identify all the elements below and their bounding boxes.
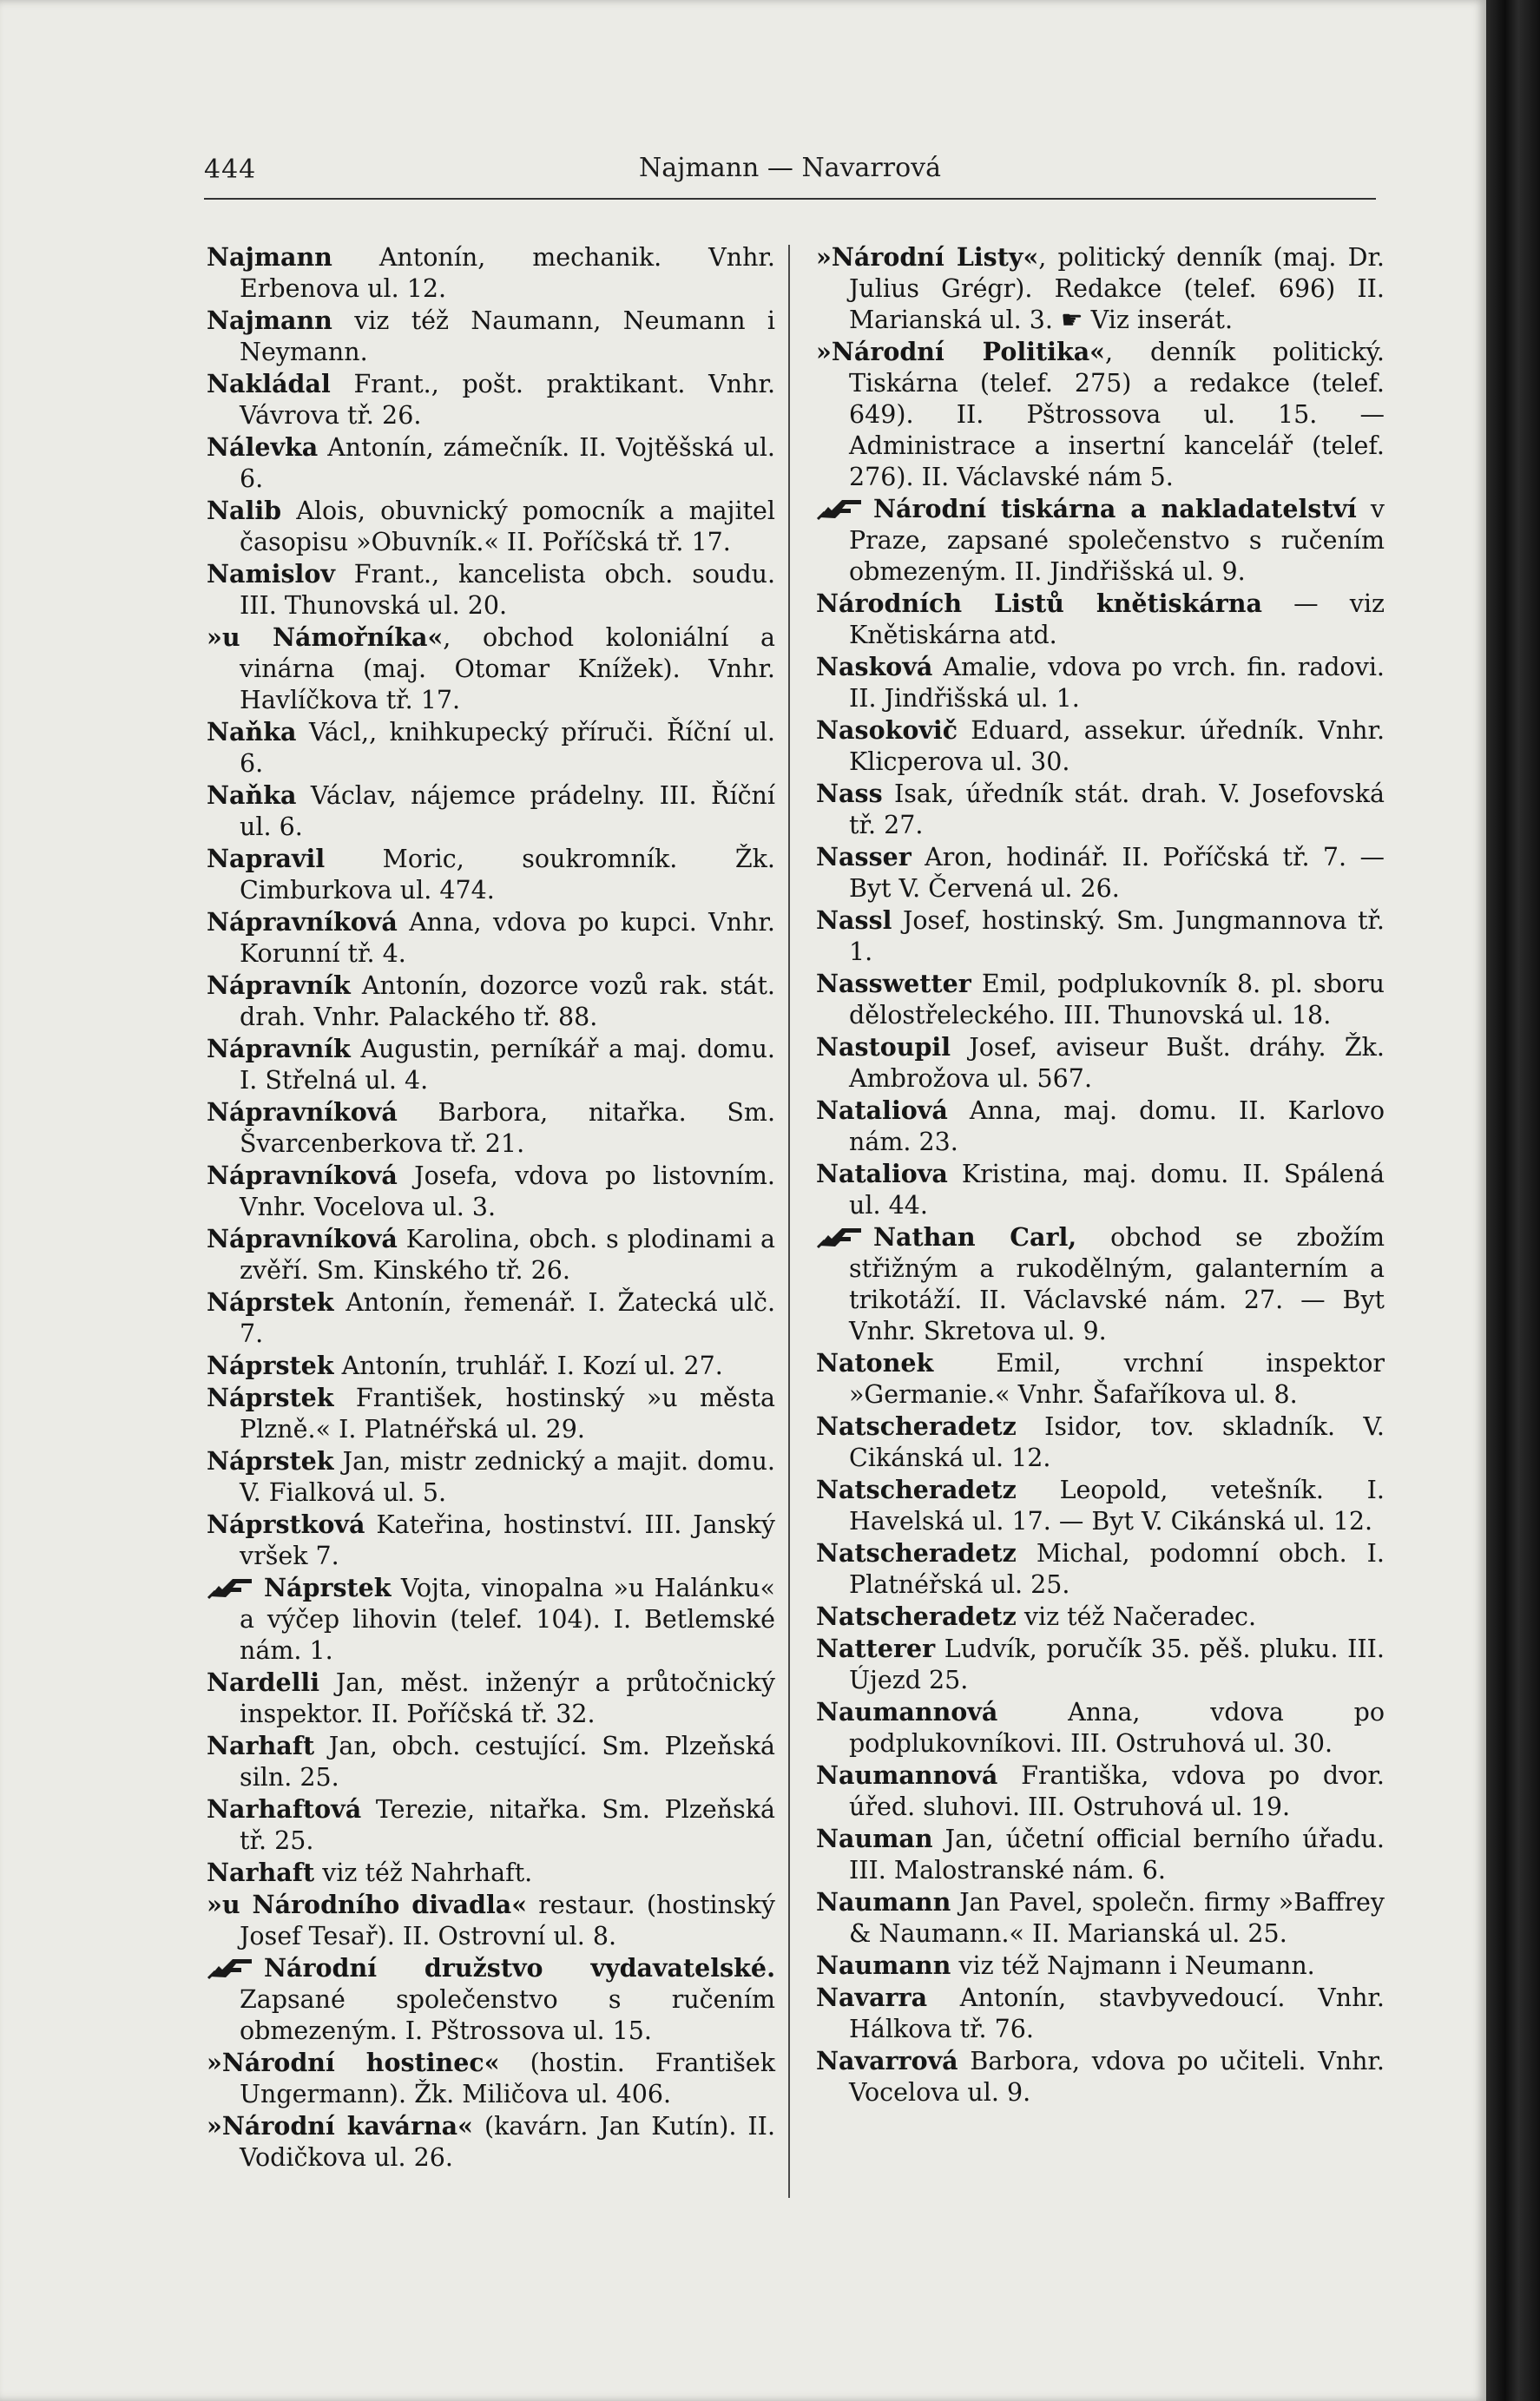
directory-entry (207, 1382, 775, 1445)
entry-details: Michal, podomní obch. I. Platnéřská ul. 25. (849, 1539, 1385, 1599)
directory-entry (207, 1572, 775, 1667)
entry-details: viz též Najmann i Neumann. (951, 1951, 1315, 1980)
entry-name: Nathan Carl, (873, 1222, 1077, 1252)
entry-name: Náprstková (207, 1510, 365, 1539)
entry-name: Nasswetter (816, 969, 971, 998)
directory-entry (207, 305, 775, 368)
entry-name: Nápravník (207, 970, 351, 1000)
directory-entry (816, 1633, 1385, 1696)
entry-name: Nastoupil (816, 1032, 951, 1062)
entry-details: Barbora, nitařka. Sm. Švarcenberkova tř. 21. (240, 1098, 775, 1158)
entry-details: Eduard, assekur. úředník. Vnhr. Klicperova ul. 30. (849, 716, 1385, 776)
entry-name: Natscheradetz (816, 1411, 1017, 1441)
entry-details: Antonín, řemenář. I. Žatecká ulč. 7. (240, 1288, 775, 1348)
entry-details: Antonín, mechanik. Vnhr. Erbenova ul. 12. (240, 243, 775, 303)
directory-entry (207, 906, 775, 970)
book-spine-edge (1486, 0, 1540, 2401)
directory-entry (207, 1730, 775, 1793)
directory-entry (816, 1760, 1385, 1823)
entry-details: Františka, vdova po dvor. úřed. sluhovi. III. Ostruhová ul. 19. (849, 1761, 1385, 1821)
entry-details: — viz Knětiskárna atd. (849, 589, 1385, 649)
directory-entry (816, 714, 1385, 778)
directory-entry (816, 1095, 1385, 1158)
directory-entry (207, 2110, 775, 2174)
entry-name: Natscheradetz (816, 1538, 1017, 1568)
directory-entry (207, 368, 775, 431)
entry-details: obchod se zbožím střižným a rukodělným, galanterním a trikotáží. II. Václavské nám. 27. — Byt Vnhr. Skretova ul. 9. (849, 1223, 1385, 1345)
directory-entry (816, 1886, 1385, 1950)
entry-details: Leopold, vetešník. I. Havelská ul. 17. — Byt V. Cikánská ul. 12. (849, 1476, 1385, 1536)
entry-name: Natscheradetz (816, 1602, 1017, 1631)
entry-name: Nasokovič (816, 715, 958, 745)
directory-entry (207, 622, 775, 716)
entry-name: Náprstek (207, 1287, 334, 1317)
entry-details: viz též Naumann, Neumann i Neymann. (240, 306, 775, 366)
entry-name: Nalib (207, 496, 282, 525)
entry-name: Nasser (816, 842, 911, 872)
directory-entry (816, 1221, 1385, 1347)
directory-entry (207, 716, 775, 780)
entry-name: »Národní kavárna« (207, 2111, 473, 2141)
entry-name: Nass (816, 779, 883, 808)
entry-details: Terezie, nitařka. Sm. Plzeňská tř. 25. (240, 1795, 775, 1855)
directory-entry (816, 241, 1385, 336)
directory-entry (207, 1857, 775, 1889)
entry-name: Národních Listů knětiskárna (816, 589, 1262, 618)
entry-name: Narhaftová (207, 1794, 362, 1824)
directory-entry (207, 1509, 775, 1572)
entry-name: »u Národního divadla« (207, 1890, 528, 1919)
directory-entry (207, 431, 775, 495)
entry-details: Emil, vrchní inspektor »Germanie.« Vnhr. Šafaříkova ul. 8. (849, 1349, 1385, 1409)
entry-name: Naumannová (816, 1697, 998, 1727)
directory-entry (207, 1952, 775, 2047)
entry-name: Namislov (207, 559, 335, 589)
entry-name: Nataliova (816, 1159, 948, 1188)
directory-entry (816, 1537, 1385, 1601)
entry-name: Nápravník (207, 1034, 351, 1063)
directory-entry (816, 778, 1385, 841)
entry-name: Nakládal (207, 369, 331, 398)
directory-entry (207, 1793, 775, 1857)
directory-entry (816, 1031, 1385, 1095)
entry-details: Barbora, vdova po učiteli. Vnhr. Vocelova ul. 9. (849, 2047, 1385, 2107)
right-column (816, 241, 1385, 2108)
entry-details: Ludvík, poručík 35. pěš. pluku. III. Újezd 25. (849, 1635, 1385, 1694)
directory-entry (816, 1158, 1385, 1221)
directory-entry (816, 1411, 1385, 1474)
entry-details: Frant., kancelista obch. soudu. III. Thunovská ul. 20. (240, 560, 775, 620)
directory-entry (816, 1347, 1385, 1411)
entry-details: viz též Načeradec. (1016, 1602, 1257, 1631)
entry-name: Náprstek (264, 1573, 392, 1602)
directory-entry (207, 2047, 775, 2110)
entry-details: Anna, vdova po kupci. Vnhr. Korunní tř. 4. (240, 908, 775, 968)
entry-name: Naumannová (816, 1760, 998, 1790)
entry-name: Nápravníková (207, 1224, 398, 1253)
running-head: Najmann — Navarrová (638, 153, 942, 183)
directory-entry (816, 904, 1385, 968)
directory-entry (207, 1350, 775, 1382)
entry-name: Nassl (816, 905, 892, 935)
entry-name: Najmann (207, 306, 332, 335)
entry-name: »Národní hostinec« (207, 2048, 500, 2077)
entry-name: Náprstek (207, 1383, 334, 1412)
entry-details: Antonín, truhlář. I. Kozí ul. 27. (333, 1352, 723, 1380)
entry-details: (kavárn. Jan Kutín). II. Vodičkova ul. 26. (240, 2112, 775, 2172)
directory-entry (207, 1223, 775, 1286)
entry-details: , denník politický. Tiskárna (telef. 275) a redakce (telef. 649). II. Pštrossova ul. 15. — Administrace a insertní kancelář (telef. 276). II. Václavské nám 5. (849, 338, 1385, 491)
directory-entry (207, 241, 775, 305)
entry-details: (hostin. František Ungermann). Žk. Miličova ul. 406. (240, 2049, 775, 2108)
entry-details: Josef, aviseur Bušt. dráhy. Žk. Ambrožova ul. 567. (849, 1033, 1385, 1093)
directory-entry (816, 336, 1385, 493)
directory-entry (816, 1696, 1385, 1760)
entry-details: viz též Nahrhaft. (314, 1858, 533, 1887)
entry-name: Nálevka (207, 432, 319, 462)
directory-entry (816, 968, 1385, 1031)
entry-name: Nataliová (816, 1095, 948, 1125)
column-divider (788, 245, 790, 2198)
entry-name: »Národní Politika« (816, 337, 1105, 366)
entry-details: Amalie, vdova po vrch. fin. radovi. II. Jindřišská ul. 1. (849, 653, 1385, 713)
entry-name: Naňka (207, 717, 297, 747)
entry-details: Václav, nájemce prádelny. III. Říční ul. 6. (240, 781, 775, 841)
entry-name: Náprstek (207, 1446, 334, 1476)
entry-details: Alois, obuvnický pomocník a majitel časopisu »Obuvník.« II. Poříčská tř. 17. (240, 497, 775, 556)
entry-details: Kateřina, hostinství. III. Janský vršek 7. (240, 1510, 775, 1570)
directory-entry (816, 1950, 1385, 1982)
entry-details: Josefa, vdova po listovním. Vnhr. Vocelova ul. 3. (240, 1161, 775, 1221)
entry-details: Václ,, knihkupecký příruči. Říční ul. 6. (240, 718, 775, 778)
directory-entry (207, 780, 775, 843)
directory-entry (816, 1982, 1385, 2045)
entry-name: Národní tiskárna a nakladatelství (873, 494, 1357, 523)
entry-name: Nápravníková (207, 1097, 398, 1127)
directory-entry (207, 970, 775, 1033)
entry-name: Naumann (816, 1887, 951, 1917)
entry-details: Jan, měst. inženýr a průtočnický inspektor. II. Poříčská tř. 32. (240, 1668, 775, 1728)
entry-name: »u Námořníka« (207, 622, 444, 652)
entry-details: Jan, účetní official berního úřadu. III. Malostranské nám. 6. (849, 1825, 1385, 1885)
directory-entry (207, 1667, 775, 1730)
directory-entry (816, 841, 1385, 904)
entry-name: Naumann (816, 1950, 951, 1980)
directory-entry (816, 2045, 1385, 2108)
entry-details: Antonín, stavbyvedoucí. Vnhr. Hálkova tř. 76. (849, 1983, 1385, 2043)
entry-details: , politický denník (maj. Dr. Julius Grégr). Redakce (telef. 696) II. Marianská ul. 3. ☛ Viz inserát. (849, 243, 1385, 334)
entry-name: Náprstek (207, 1351, 334, 1380)
entry-name: »Národní Listy« (816, 242, 1039, 272)
entry-details: Antonín, zámečník. II. Vojtěšská ul. 6. (240, 433, 775, 493)
entry-details: Anna, maj. domu. II. Karlovo nám. 23. (849, 1096, 1385, 1156)
entry-name: Naňka (207, 780, 297, 810)
entry-details: Emil, podplukovník 8. pl. sboru dělostřeleckého. III. Thunovská ul. 18. (849, 970, 1385, 1029)
directory-entry (207, 1160, 775, 1223)
entry-details: Jan, mistr zednický a majit. domu. V. Fialková ul. 5. (240, 1447, 775, 1507)
entry-details: Kristina, maj. domu. II. Spálená ul. 44. (849, 1160, 1385, 1220)
page-header (204, 153, 1376, 200)
directory-entry (207, 558, 775, 622)
entry-name: Nasková (816, 652, 933, 681)
entry-name: Nauman (816, 1824, 933, 1853)
entry-details: Zapsané společenstvo s ručením obmezeným. I. Pštrossova ul. 15. (240, 1985, 775, 2045)
directory-entry (207, 1889, 775, 1952)
directory-entry (816, 1823, 1385, 1886)
entry-name: Nardelli (207, 1668, 320, 1697)
entry-name: Nápravníková (207, 907, 398, 937)
directory-entry (207, 1033, 775, 1096)
directory-entry (207, 1445, 775, 1509)
entry-details: Vojta, vinopalna »u Halánku« a výčep lihovin (telef. 104). I. Betlemské nám. 1. (240, 1574, 775, 1665)
entry-details: Karolina, obch. s plodinami a zvěří. Sm. Kinského tř. 26. (240, 1225, 775, 1285)
entry-details: restaur. (hostinský Josef Tesař). II. Ostrovní ul. 8. (240, 1891, 775, 1950)
entry-details: František, hostinský »u města Plzně.« I. Platnéřská ul. 29. (240, 1384, 775, 1444)
directory-entry (816, 588, 1385, 651)
directory-entry (207, 843, 775, 906)
entry-details: Aron, hodinář. II. Poříčská tř. 7. — Byt V. Červená ul. 26. (849, 843, 1385, 903)
entry-name: Národní družstvo vydavatelské. (264, 1953, 775, 1983)
entry-details: Antonín, dozorce vozů rak. stát. drah. Vnhr. Palackého tř. 88. (240, 971, 775, 1031)
entry-details: v Praze, zapsané společenstvo s ručením obmezeným. II. Jindřišská ul. 9. (849, 495, 1385, 586)
entry-details: Isidor, tov. skladník. V. Cikánská ul. 12. (849, 1412, 1385, 1472)
entry-name: Natterer (816, 1634, 936, 1663)
directory-entry (816, 1474, 1385, 1537)
entry-details: Josef, hostinský. Sm. Jungmannova tř. 1. (849, 906, 1385, 966)
entry-details: Augustin, perníkář a maj. domu. I. Střelná ul. 4. (240, 1035, 775, 1095)
pointing-hand-icon (816, 1223, 868, 1249)
directory-entry (816, 651, 1385, 714)
entry-name: Navarra (816, 1983, 928, 2012)
page-number: 444 (204, 155, 257, 185)
directory-entry (207, 1286, 775, 1350)
entry-name: Natscheradetz (816, 1475, 1017, 1504)
directory-entry (816, 493, 1385, 588)
entry-name: Napravil (207, 844, 326, 873)
directory-entry (207, 495, 775, 558)
directory-entry (207, 1096, 775, 1160)
entry-details: Jan Pavel, společn. firmy »Baffrey & Naumann.« II. Marianská ul. 25. (849, 1888, 1385, 1948)
entry-details: Moric, soukromník. Žk. Cimburkova ul. 474. (240, 845, 775, 904)
entry-name: Narhaft (207, 1858, 315, 1887)
entry-details: Isak, úředník stát. drah. V. Josefovská tř. 27. (849, 780, 1385, 839)
pointing-hand-icon (207, 1954, 259, 1980)
entry-name: Natonek (816, 1348, 934, 1378)
entry-details: Anna, vdova po podplukovníkovi. III. Ostruhová ul. 30. (849, 1698, 1385, 1758)
left-column (207, 241, 775, 2174)
entry-name: Najmann (207, 242, 332, 272)
entry-details: Jan, obch. cestující. Sm. Plzeňská siln. 25. (240, 1732, 775, 1792)
entry-details: , obchod koloniální a vinárna (maj. Otomar Knížek). Vnhr. Havlíčkova tř. 17. (240, 623, 775, 714)
entry-name: Nápravníková (207, 1161, 398, 1190)
entry-name: Navarrová (816, 2046, 958, 2075)
directory-entry (816, 1601, 1385, 1633)
pointing-hand-icon (207, 1574, 259, 1600)
pointing-hand-icon (816, 495, 868, 521)
entry-details: Frant., pošt. praktikant. Vnhr. Vávrova tř. 26. (240, 370, 775, 430)
entry-name: Narhaft (207, 1731, 315, 1760)
